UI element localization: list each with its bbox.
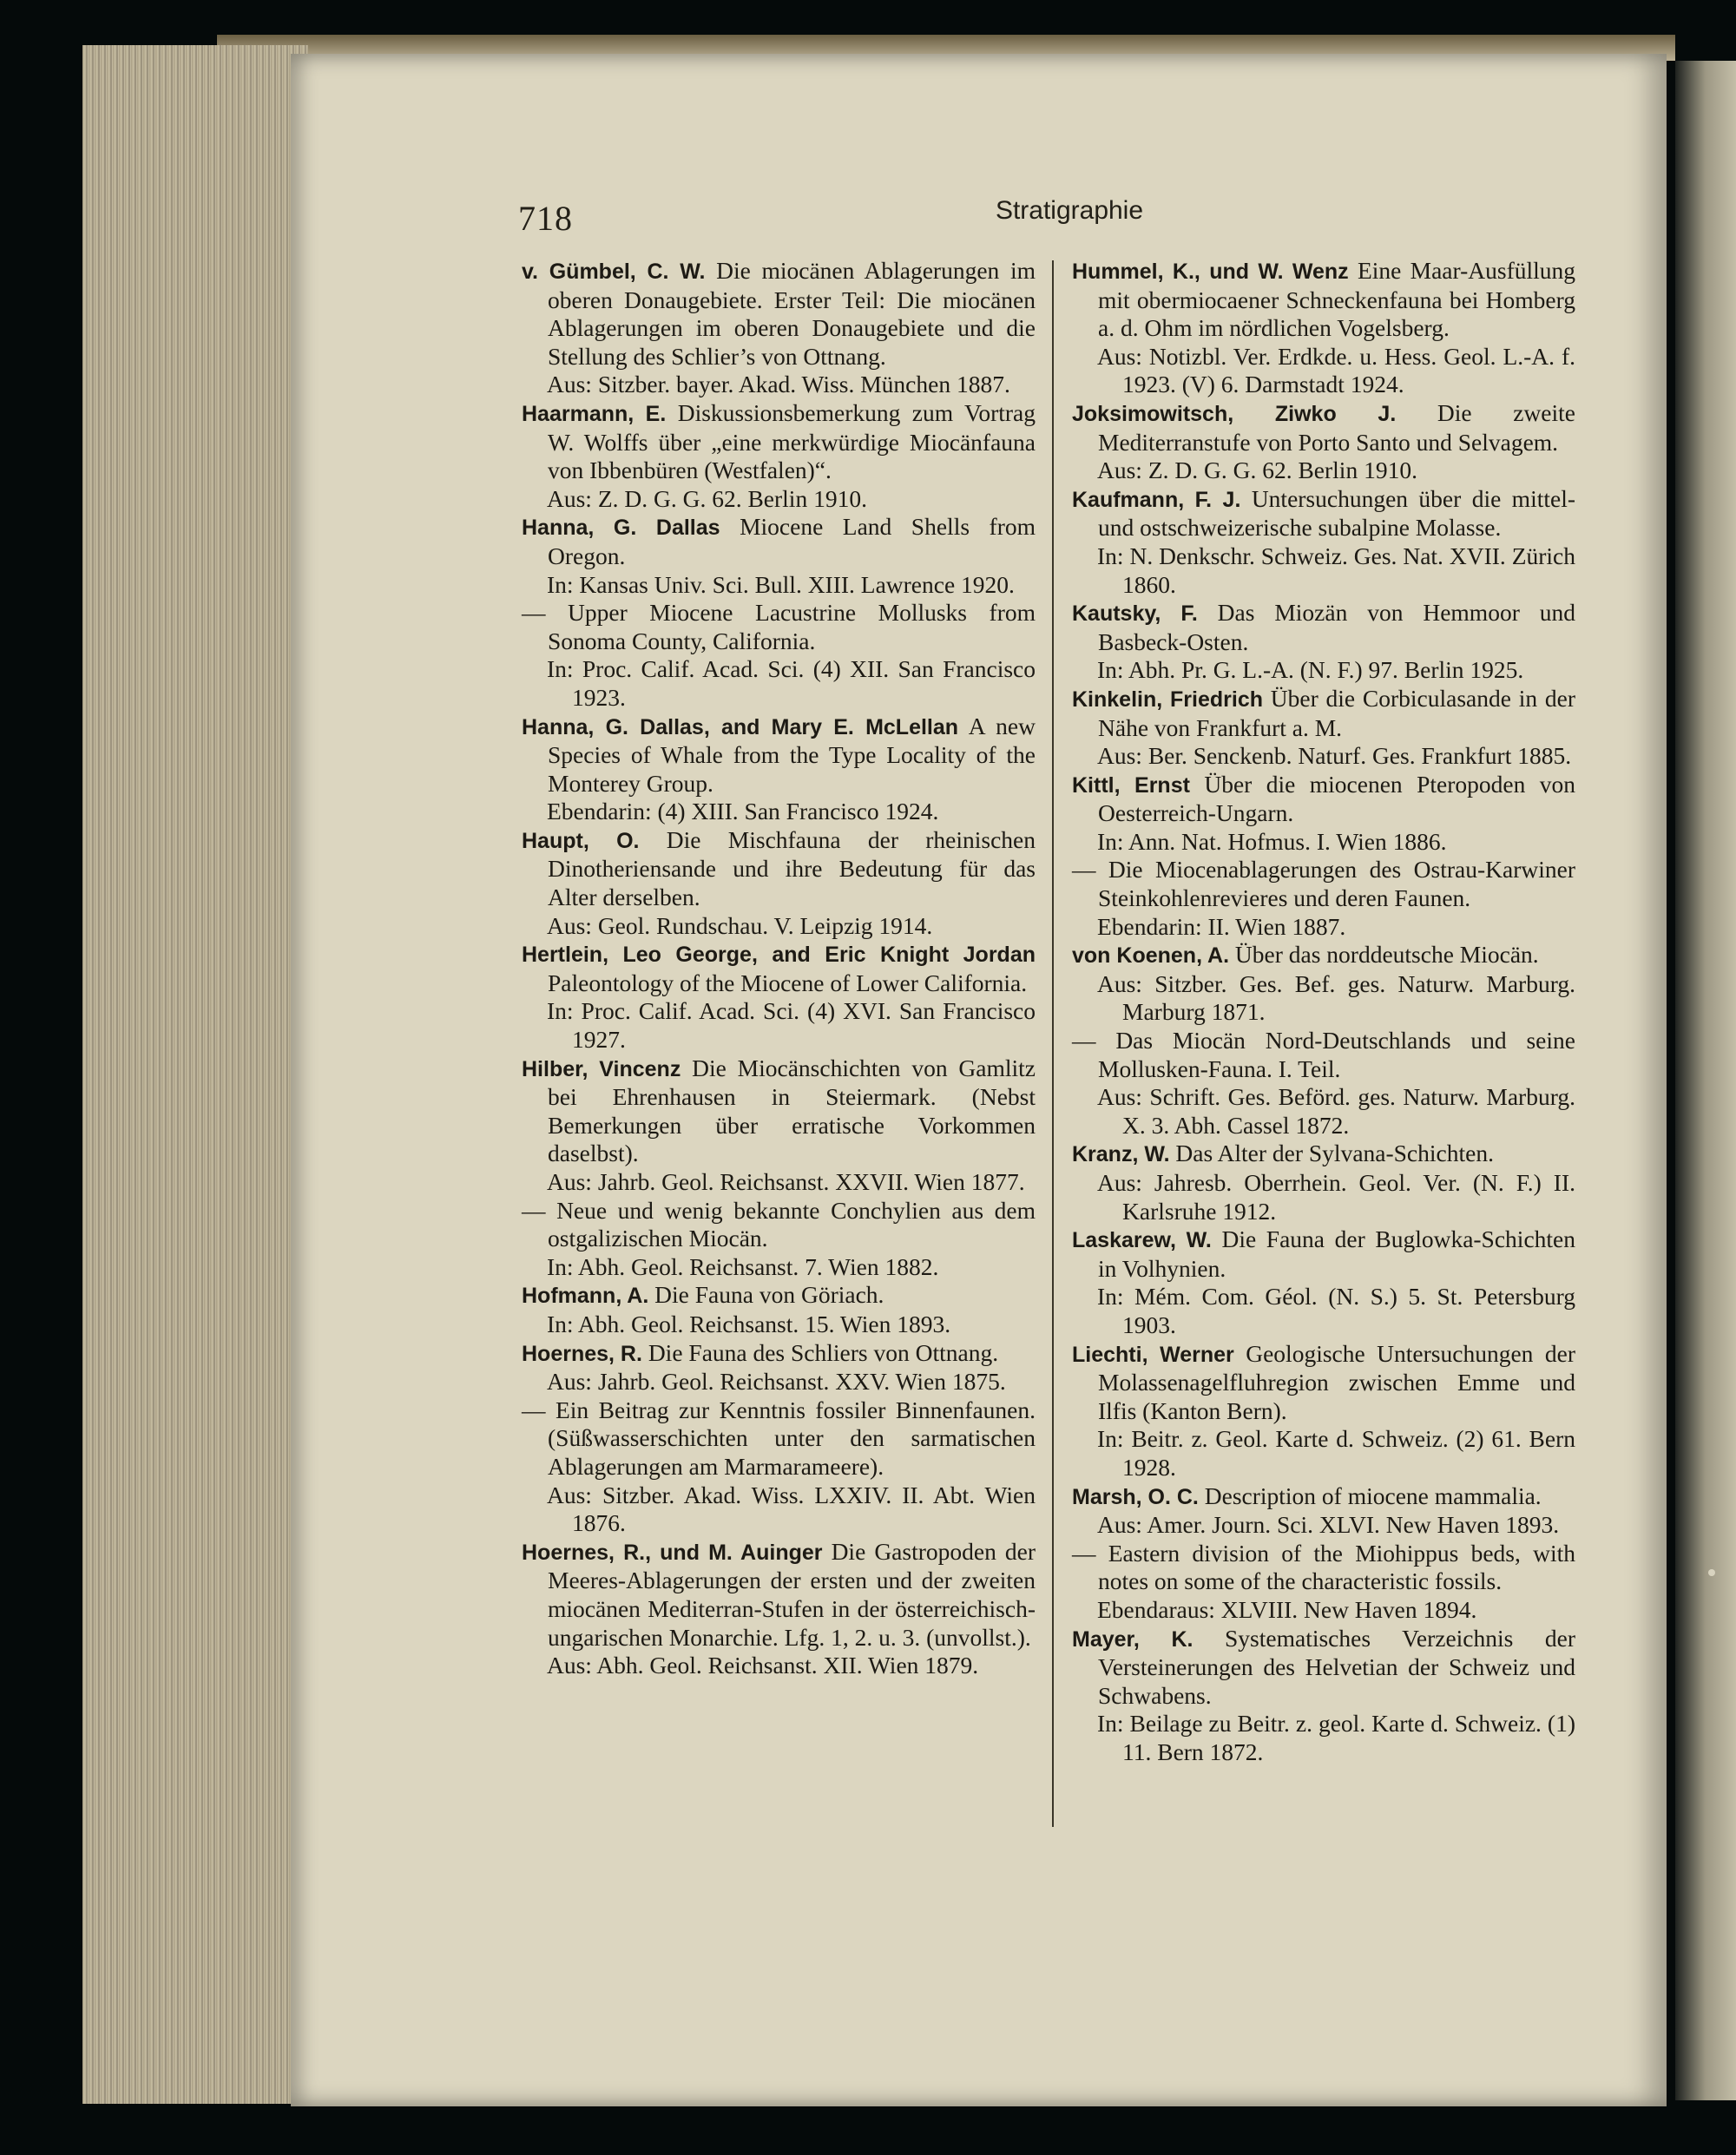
page-number: 718 — [518, 199, 573, 238]
entry-author: v. Gümbel, C. W. — [522, 260, 706, 284]
bibliography-entry — [522, 1197, 1036, 1253]
entry-author: von Koenen, A. — [1072, 943, 1230, 969]
entry-title: — Das Miocän Nord-Deutschlands und seine Mollusken-Fauna. I. Teil. — [1072, 1027, 1575, 1082]
entry-title: A new Species of Whale from the Type Locality of the Monterey Group. — [548, 712, 1036, 797]
entry-title: Die miocänen Ablagerungen im oberen Donaugebiete. Erster Teil: Die miocänen Ablagerungen im oberen Donaugebiete und die Stellung des Schlier’s von Ottnang. — [548, 257, 1036, 370]
entry-source: In: Abh. Geol. Reichsanst. 7. Wien 1882. — [547, 1252, 939, 1280]
bibliography-entry — [1072, 1340, 1575, 1426]
entry-source: Aus: Jahrb. Geol. Reichsanst. XXVII. Wien 1877. — [547, 1168, 1025, 1195]
entry-source: Aus: Notizbl. Ver. Erdkde. u. Hess. Geol. L.-A. f. 1923. (V) 6. Darmstadt 1924. — [1097, 342, 1575, 398]
entry-title: Paleontology of the Miocene of Lower California. — [548, 969, 1028, 996]
entry-title: Die Fauna des Schliers von Ottnang. — [648, 1338, 999, 1366]
entry-title: Systematisches Verzeichnis der Versteinerungen des Helvetian der Schweiz und Schwabens. — [1098, 1624, 1576, 1709]
entry-title: Das Alter der Sylvana-Schichten. — [1175, 1140, 1494, 1167]
bibliography-entry — [522, 1396, 1036, 1482]
entry-author: Laskarew, W. — [1072, 1228, 1212, 1253]
bibliography-entry — [1072, 599, 1575, 656]
entry-author: Kinkelin, Friedrich — [1072, 687, 1263, 712]
bibliography-entry — [522, 257, 1036, 371]
entry-source: Aus: Ber. Senckenb. Naturf. Ges. Frankfurt 1885. — [1097, 742, 1572, 770]
bibliography-entry — [1072, 1225, 1575, 1283]
entry-author: Kranz, W. — [1072, 1142, 1170, 1167]
entry-title: Die Gastropoden der Meeres-Ablagerungen der ersten und der zweiten miocänen Mediterran-Stufen in der österreichisch-ungarischen Monarchie. Lfg. 1, 2. u. 3. (unvollst.). — [548, 1537, 1036, 1651]
entry-author: Hanna, G. Dallas — [522, 516, 720, 541]
entry-title: — Eastern division of the Miohippus beds, with notes on some of the characteristic fossils. — [1072, 1539, 1575, 1595]
entry-source: In: Beilage zu Beitr. z. geol. Karte d. Schweiz. (1) 11. Bern 1872. — [1097, 1710, 1575, 1765]
entry-source: In: N. Denkschr. Schweiz. Ges. Nat. XVII. Zürich 1860. — [1097, 542, 1575, 598]
entry-title: — Neue und wenig bekannte Conchylien aus dem ostgalizischen Miocän. — [522, 1196, 1036, 1252]
entry-source: In: Kansas Univ. Sci. Bull. XIII. Lawrence 1920. — [547, 570, 1015, 598]
entry-source: In: Abh. Pr. G. L.-A. (N. F.) 97. Berlin 1925. — [1097, 656, 1524, 684]
entry-title: Über das norddeutsche Miocän. — [1234, 941, 1539, 969]
next-page-edge — [1675, 61, 1736, 2100]
entry-title: Die Fauna der Buglowka-Schichten in Volhynien. — [1098, 1225, 1575, 1282]
entry-source: Aus: Jahrb. Geol. Reichsanst. XXV. Wien 1875. — [547, 1368, 1006, 1396]
entry-source: Aus: Sitzber. Ges. Bef. ges. Naturw. Marburg. Marburg 1871. — [1097, 969, 1575, 1026]
bibliography-entry — [522, 1339, 1036, 1369]
entry-title: Geologische Untersuchungen der Molassenagelfluhregion zwischen Emme und Ilfis (Kanton Bern). — [1098, 1339, 1575, 1424]
bibliography-entry — [522, 513, 1036, 570]
entry-source: Aus: Sitzber. Akad. Wiss. LXXIV. II. Abt. Wien 1876. — [547, 1481, 1036, 1537]
entry-source: Aus: Schrift. Ges. Beförd. ges. Naturw. Marburg. X. 3. Abh. Cassel 1872. — [1097, 1083, 1575, 1139]
entry-source: Ebendaraus: XLVIII. New Haven 1894. — [1097, 1595, 1477, 1623]
entry-source: In: Ann. Nat. Hofmus. I. Wien 1886. — [1097, 827, 1447, 855]
bibliography-entry — [1072, 257, 1575, 343]
bibliography-entry — [522, 599, 1036, 655]
entry-author: Hertlein, Leo George, and Eric Knight Jordan — [522, 943, 1036, 968]
entry-title: Die Fauna von Göriach. — [654, 1281, 884, 1309]
bibliography-entry — [1072, 1540, 1575, 1596]
entry-title: Über die Corbiculasande in der Nähe von Frankfurt a. M. — [1098, 684, 1575, 741]
entry-title: Die Miocänschichten von Gamlitz bei Ehrenhausen in Steiermark. (Nebst Bemerkungen über erratische Vorkommen daselbst). — [548, 1054, 1036, 1167]
entry-source: In: Proc. Calif. Acad. Sci. (4) XII. San Francisco 1923. — [547, 655, 1036, 711]
bibliography-entry — [1072, 1140, 1575, 1169]
entry-author: Hofmann, A. — [522, 1284, 649, 1309]
entry-source: Aus: Abh. Geol. Reichsanst. XII. Wien 1879. — [547, 1652, 979, 1679]
entry-title: Über die miocenen Pteropoden von Oesterreich-Ungarn. — [1098, 770, 1575, 827]
entry-title: Das Miozän von Hemmoor und Basbeck-Osten. — [1098, 599, 1575, 655]
entry-source: In: Beitr. z. Geol. Karte d. Schweiz. (2) 61. Bern 1928. — [1097, 1425, 1575, 1481]
entry-author: Mayer, K. — [1072, 1626, 1194, 1652]
bibliography-entry — [522, 1281, 1036, 1311]
entry-author: Hoernes, R., und M. Auinger — [522, 1540, 823, 1565]
entry-title: Diskussionsbemerkung zum Vortrag W. Wolffs über „eine merkwürdige Miocänfauna von Ibbenbüren (Westfalen)“. — [548, 398, 1036, 484]
left-column — [522, 257, 1036, 1680]
entry-source: Ebendarin: II. Wien 1887. — [1097, 912, 1346, 940]
entry-author: Kittl, Ernst — [1072, 772, 1190, 798]
entry-author: Hoernes, R. — [522, 1341, 642, 1366]
right-column — [1072, 257, 1575, 1766]
page-edges — [82, 45, 308, 2104]
entry-source: In: Abh. Geol. Reichsanst. 15. Wien 1893. — [547, 1310, 951, 1337]
bibliography-entry — [1072, 1027, 1575, 1083]
entry-source: Ebendarin: (4) XIII. San Francisco 1924. — [547, 798, 939, 825]
bibliography-entry — [1072, 771, 1575, 828]
bibliography-entry — [1072, 1625, 1575, 1711]
bibliography-entry — [1072, 399, 1575, 457]
entry-title: Description of miocene mammalia. — [1204, 1482, 1542, 1509]
dust-speck — [1708, 1569, 1715, 1576]
entry-source: Aus: Z. D. G. G. 62. Berlin 1910. — [1097, 457, 1417, 484]
entry-source: In: Proc. Calif. Acad. Sci. (4) XVI. San Francisco 1927. — [547, 997, 1036, 1054]
entry-title: — Ein Beitrag zur Kenntnis fossiler Binnenfaunen. (Süßwasserschichten unter den sarmatischen Ablagerungen am Marmarameere). — [522, 1396, 1036, 1480]
entry-author: Hanna, G. Dallas, and Mary E. McLellan — [522, 714, 959, 739]
bibliography-entry — [522, 1055, 1036, 1168]
bibliography-entry — [1072, 941, 1575, 970]
entry-title: Die zweite Mediterranstufe von Porto Santo und Selvagem. — [1098, 398, 1576, 456]
entry-author: Hilber, Vincenz — [522, 1056, 681, 1081]
bibliography-entry — [522, 713, 1036, 798]
entry-source: Aus: Jahresb. Oberrhein. Geol. Ver. (N. F.) II. Karlsruhe 1912. — [1097, 1169, 1575, 1225]
bibliography-entry — [1072, 856, 1575, 912]
bibliography-entry — [1072, 485, 1575, 542]
bibliography-entry — [1072, 685, 1575, 742]
entry-source: Aus: Amer. Journ. Sci. XLVI. New Haven 1893. — [1097, 1511, 1560, 1539]
entry-title: — Upper Miocene Lacustrine Mollusks from Sonoma County, California. — [522, 599, 1036, 654]
entry-title: Miocene Land Shells from Oregon. — [548, 513, 1036, 569]
entry-author: Liechti, Werner — [1072, 1342, 1234, 1367]
entry-author: Haupt, O. — [522, 828, 640, 853]
entry-source: Aus: Sitzber. bayer. Akad. Wiss. München 1887. — [547, 371, 1010, 398]
bibliography-entry — [522, 1538, 1036, 1652]
entry-title: Eine Maar-Ausfüllung mit obermiocaener Schneckenfauna bei Homberg a. d. Ohm im nördlichen Vogelsberg. — [1098, 257, 1576, 342]
entry-title: — Die Miocenablagerungen des Ostrau-Karwiner Steinkohlenrevieres und deren Faunen. — [1072, 856, 1575, 912]
entry-title: Die Mischfauna der rheinischen Dinotheriensande und ihre Bedeutung für das Alter derselben. — [548, 825, 1036, 911]
entry-author: Haarmann, E. — [522, 401, 667, 426]
entry-source: In: Mém. Com. Géol. (N. S.) 5. St. Petersburg 1903. — [1097, 1283, 1575, 1338]
entry-author: Kaufmann, F. J. — [1072, 487, 1241, 512]
bibliography-entry — [522, 940, 1036, 997]
entry-author: Marsh, O. C. — [1072, 1484, 1199, 1509]
bibliography-entry — [1072, 1482, 1575, 1512]
entry-author: Hummel, K., und W. Wenz — [1072, 260, 1349, 284]
bibliography-entry — [522, 826, 1036, 912]
entry-author: Joksimowitsch, Ziwko J. — [1072, 401, 1397, 426]
entry-source: Aus: Geol. Rundschau. V. Leipzig 1914. — [547, 911, 933, 939]
column-divider — [1052, 260, 1054, 1827]
entry-author: Kautsky, F. — [1072, 601, 1198, 627]
running-head: Stratigraphie — [995, 196, 1144, 225]
entry-title: Untersuchungen über die mittel- und ostschweizerische subalpine Molasse. — [1098, 484, 1575, 542]
entry-source: Aus: Z. D. G. G. 62. Berlin 1910. — [547, 484, 867, 512]
bibliography-entry — [522, 399, 1036, 485]
